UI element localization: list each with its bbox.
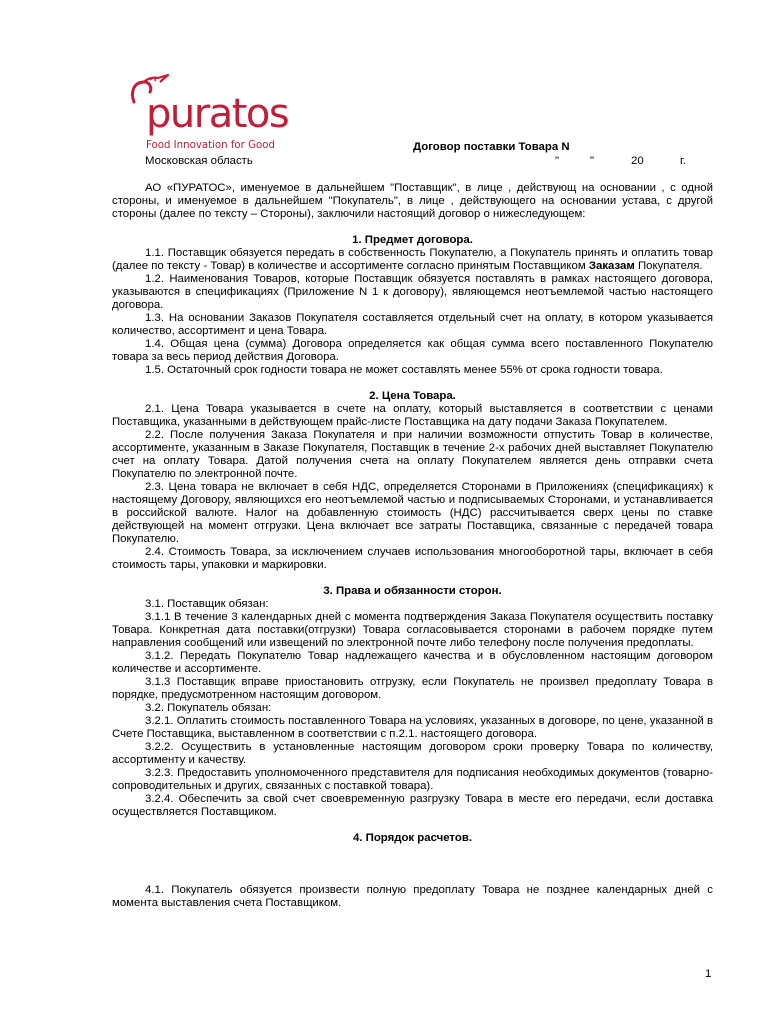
contract-body [112,182,713,910]
clause-3-2-3: 3.2.3. Предоставить уполномоченного представителя для подписания необходимых документов (товарно-сопроводительных и других, связанных с поставкой товара). [112,767,713,792]
clause-1-1: 1.1. Поставщик обязуется передать в собственность Покупателю, а Покупатель принять и оплатить товар (далее по тексту - Товар) в количестве и ассортименте согласно принятым Поставщиком Заказам Покупателя. [112,247,713,272]
date-quote-open: " [555,155,560,167]
contract-date [555,155,695,168]
logo-tagline: Food Innovation for Good [146,140,275,151]
clause-3-2-1: 3.2.1. Оплатить стоимость поставленного Товара на условиях, указанных в договоре, по цене, указанной в Счете Поставщика, выставленном в соответствии с п.2.1. настоящего договора. [112,715,713,740]
clause-2-1: 2.1. Цена Товара указывается в счете на оплату, который выставляется в соответствии с ценами Поставщика, указанными в действующем прайс-листе Поставщика на дату подачи Заказа Покупателем. [112,403,713,428]
clause-3-2-2: 3.2.2. Осуществить в установленные настоящим договором сроки проверку Товара по количеству, ассортименту и качеству. [112,741,713,766]
clause-1-5: 1.5. Остаточный срок годности товара не может составлять менее 55% от срока годности товара. [145,364,663,376]
date-year-suffix: г. [680,155,686,167]
intro-paragraph: АО «ПУРАТОС», именуемое в дальнейшем "Поставщик", в лице , действующ на основании , с одной стороны, и именуемое в дальнейшем "Покупатель", в лице , действующего на основании устава, с другой стороны (далее по тексту – Стороны), заключили настоящий договор о нижеследующем: [112,182,713,220]
clause-4-1: 4.1. Покупатель обязуется произвести полную предоплату Товара не позднее календарных дней с момента выставления счета Поставщиком. [112,884,713,909]
clause-2-4: 2.4. Стоимость Товара, за исключением случаев использования многооборотной тары, включает в себя стоимость тары, упаковки и маркировки. [112,546,713,571]
puratos-logo [128,74,288,156]
clause-1-3: 1.3. На основании Заказов Покупателя составляется отдельный счет на оплату, в котором указывается количество, ассортимент и цена Товара. [112,312,713,337]
contract-title: Договор поставки Товара N [413,141,570,153]
contract-place: Московская область [145,155,253,167]
clause-3-1-3: 3.1.3 Поставщик вправе приостановить отгрузку, если Покупатель не произвел предоплату Товара в порядке, предусмотренном настоящим договором. [112,676,713,701]
clause-3-2-4: 3.2.4. Обеспечить за свой счет своевременную разгрузку Товара в месте его передачи, если доставка осуществляется Поставщиком. [112,793,713,818]
clause-3-1: 3.1. Поставщик обязан: [145,598,269,610]
section-3-heading: 3. Права и обязанности сторон. [323,585,502,597]
clause-3-2: 3.2. Покупатель обязан: [145,702,272,714]
clause-3-1-2: 3.1.2. Передать Покупателю Товар надлежащего качества и в обусловленном настоящим договором количестве и ассортименте. [112,650,713,675]
section-4-heading: 4. Порядок расчетов. [352,832,472,844]
section-2-heading: 2. Цена Товара. [369,390,456,402]
section-1-heading: 1. Предмет договора. [352,234,473,246]
clause-1-4: 1.4. Общая цена (сумма) Договора определяется как общая сумма всего поставленного Покупателю товара за весь период действия Договора. [112,338,713,363]
clause-1-2: 1.2. Наименования Товаров, которые Поставщик обязуется поставлять в рамках настоящего договора, указываются в спецификациях (Приложение N 1 к договору), являющемся неотъемлемой частью настоящего договора. [112,273,713,311]
date-quote-close: " [590,155,595,167]
clause-2-2: 2.2. После получения Заказа Покупателя и при наличии возможности отпустить Товар в количестве, ассортименте, указанным в Заказе Покупателя, Поставщик в течение 2-х рабочих дней выставляет Покупателю счет на оплату Товара. Датой получения счета на оплату Покупателем является день отправки счета Покупателю по электронной почте. [112,429,713,480]
clause-2-3: 2.3. Цена товара не включает в себя НДС, определяется Сторонами в Приложениях (спецификациях) к настоящему Договору, являющихся его неотъемлемой частью и подписываемых Сторонами, и устанавливается в российской валюте. Налог на добавленную стоимость (НДС) рассчитывается сверх цены по ставке действующей на момент отгрузки. Цена включает все затраты Поставщика, связанные с передачей товара Покупателю. [112,481,713,545]
clause-3-1-1: 3.1.1 В течение 3 календарных дней с момента подтверждения Заказа Покупателя осуществить поставку Товара. Конкретная дата поставки(отгрузки) Товара согласовывается сторонами в рабочем порядке путем направления сообщений или извещений по электронной почте либо телефону после получения предоплаты. [112,611,713,649]
page-number: 1 [705,968,712,980]
date-year: 20 [631,155,644,167]
logo-wordmark: puratos [146,91,289,137]
